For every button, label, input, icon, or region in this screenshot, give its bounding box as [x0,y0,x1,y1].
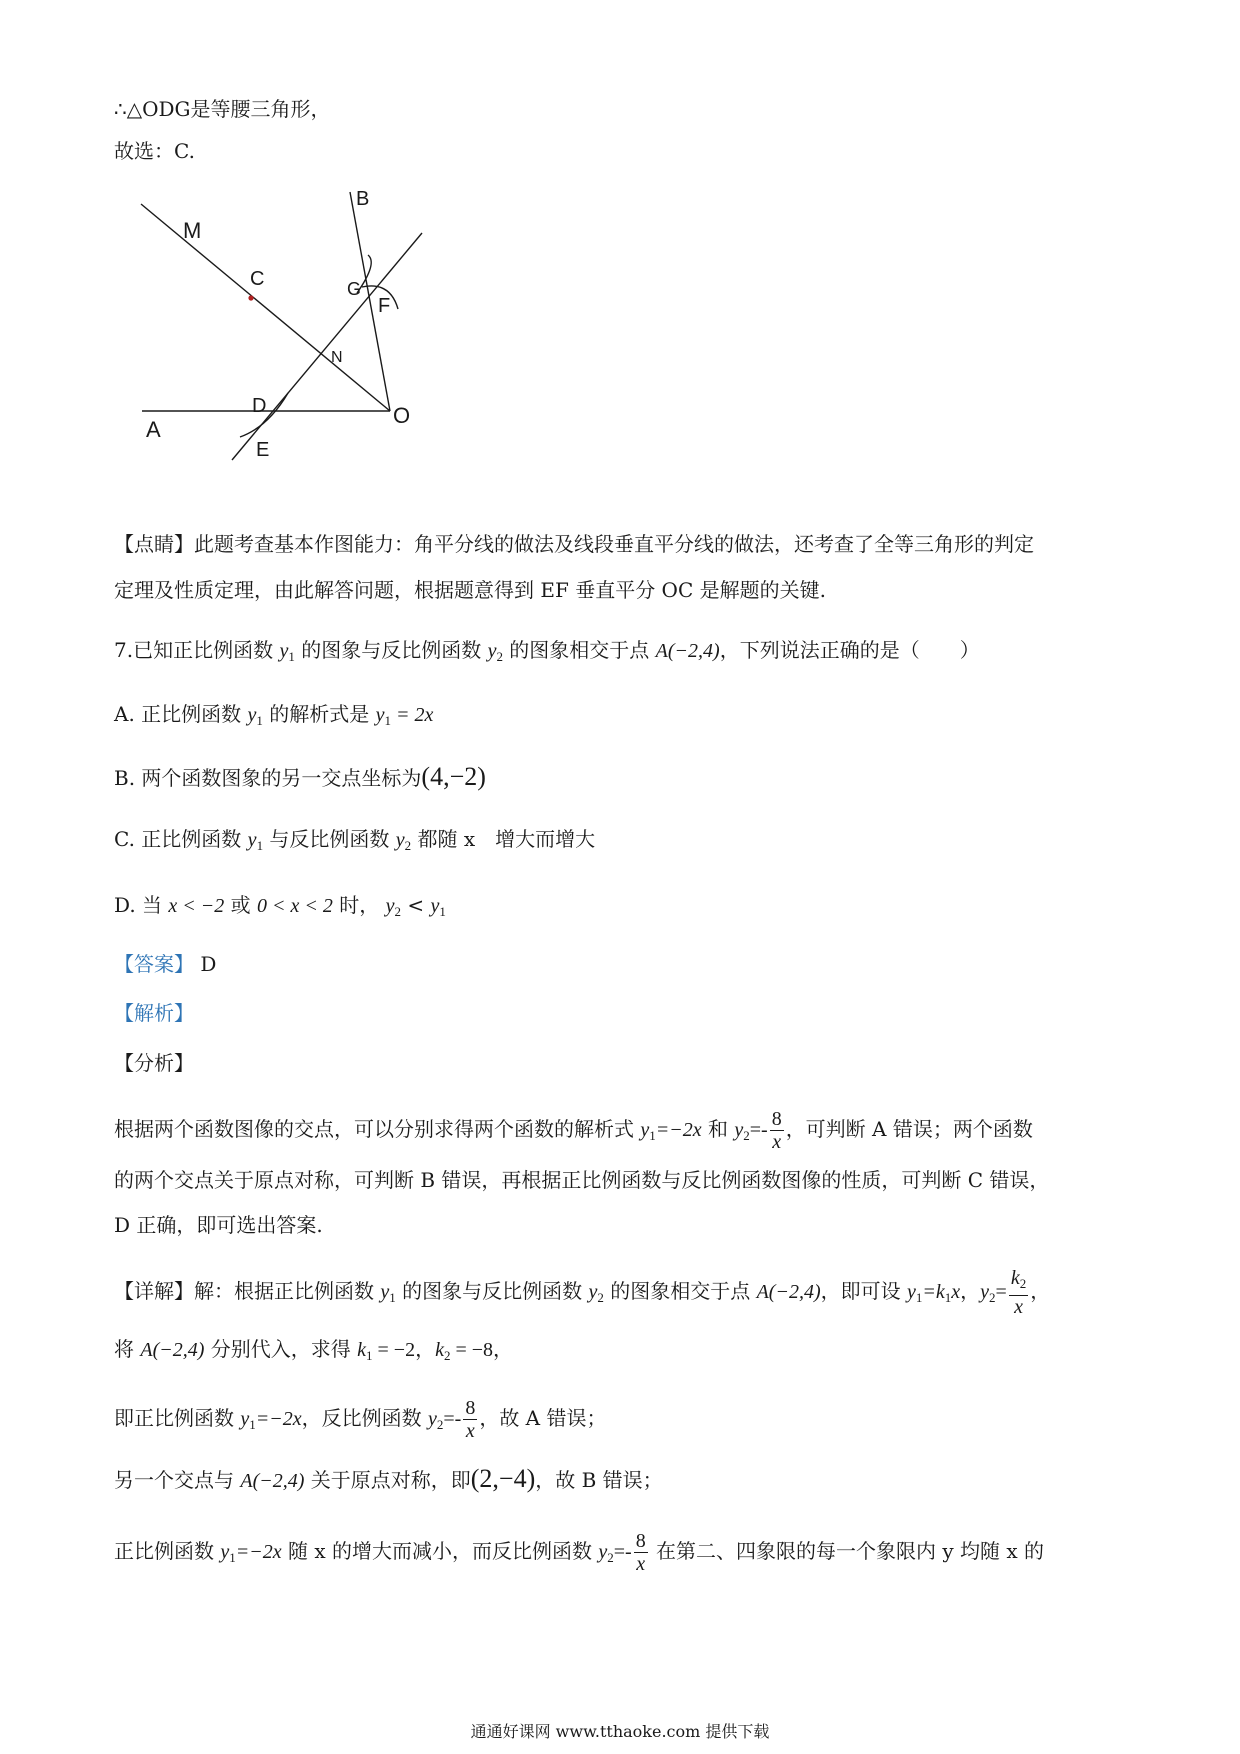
fraction: $\frac{k_2}{x}$ [1010,1267,1027,1318]
fenxi-label: 【分析】 [114,1051,194,1075]
label-F: F [378,295,391,317]
geometry-figure [146,188,450,467]
option-c: C. 正比例函数 $y_1$ 与反比例函数 $y_2$ 都随 x 增大而增大 [114,827,596,853]
label-M: M [183,218,202,243]
label-O: O [393,403,411,428]
question-7-stem: 7.已知正比例函数 $y_1$ 的图象与反比例函数 $y_2$ 的图象相交于点 A(−2,4)，下列说法正确的是（ ） [114,638,980,664]
text-line: ∴△ODG是等腰三角形， [114,97,331,121]
fraction: $\frac{8}{x}$ [771,1108,782,1153]
analysis-line-1: 根据两个函数图像的交点，可以分别求得两个函数的解析式 $y_1=-2x$ 和 $y_2=-$ $\frac{8}{x}$ ，可判断 A 错误；两个函数 [114,1108,1033,1153]
detail-line-5: 正比例函数 $y_1=-2x$ 随 x 的增大而减小，而反比例函数 $y_2=-$ $\frac{8}{x}$ 在第二、四象限的每一个象限内 y 均随 x 的 [114,1530,1045,1575]
option-a: A. 正比例函数 $y_1$ 的解析式是 $y_1 = 2x$ [114,702,434,728]
detail-line-2: 将 A(−2,4) 分别代入，求得 $k_1 = -2$，$k_2 = -8$， [114,1337,514,1363]
detail-line-1: 【详解】解：根据正比例函数 $y_1$ 的图象与反比例函数 $y_2$ 的图象相交于点 A(−2,4)，即可设 $y_1=k_1x$，$y_2=$ $\frac{k_2}{x}$ ， [114,1267,1051,1318]
comment-line: 【点睛】此题考查基本作图能力：角平分线的做法及线段垂直平分线的做法，还考查了全等三角形的判定 [114,532,1034,556]
jiexi-label: 【解析】 [114,1001,194,1025]
point-C [248,295,253,300]
comment-line: 定理及性质定理，由此解答问题，根据题意得到 EF 垂直平分 OC 是解题的关键. [114,578,826,602]
ray-OM [141,204,390,411]
page-footer: 通通好课网 www.tthaoke.com 提供下载 [470,1722,770,1741]
label-B: B [356,188,370,210]
detail-line-4: 另一个交点与 A(−2,4) 关于原点对称，即(2,−4)，故 B 错误； [114,1464,663,1493]
label-D: D [252,395,267,417]
text-line: 故选：C. [114,139,195,163]
detail-line-3: 即正比例函数 $y_1=-2x$，反比例函数 $y_2=-$ $\frac{8}{x}$ ，故 A 错误； [114,1397,607,1442]
label-C: C [250,268,265,290]
answer-line: 【答案】 D [114,952,217,976]
option-d: D. 当 x < −2 或 0 < x < 2 时， $y_2 < y_1$ [114,893,446,919]
analysis-line-2: 的两个交点关于原点对称，可判断 B 错误，再根据正比例函数与反比例函数图像的性质，可判断 C 错误， [114,1168,1050,1192]
option-b: B. 两个函数图象的另一交点坐标为(4,−2) [114,762,486,791]
fraction: $\frac{8}{x}$ [635,1530,646,1575]
label-N: N [331,349,343,366]
label-A: A [146,417,161,442]
label-E: E [256,439,270,461]
label-G: G [347,279,362,299]
fraction: $\frac{8}{x}$ [465,1397,476,1442]
analysis-line-3: D 正确，即可选出答案. [114,1213,323,1237]
